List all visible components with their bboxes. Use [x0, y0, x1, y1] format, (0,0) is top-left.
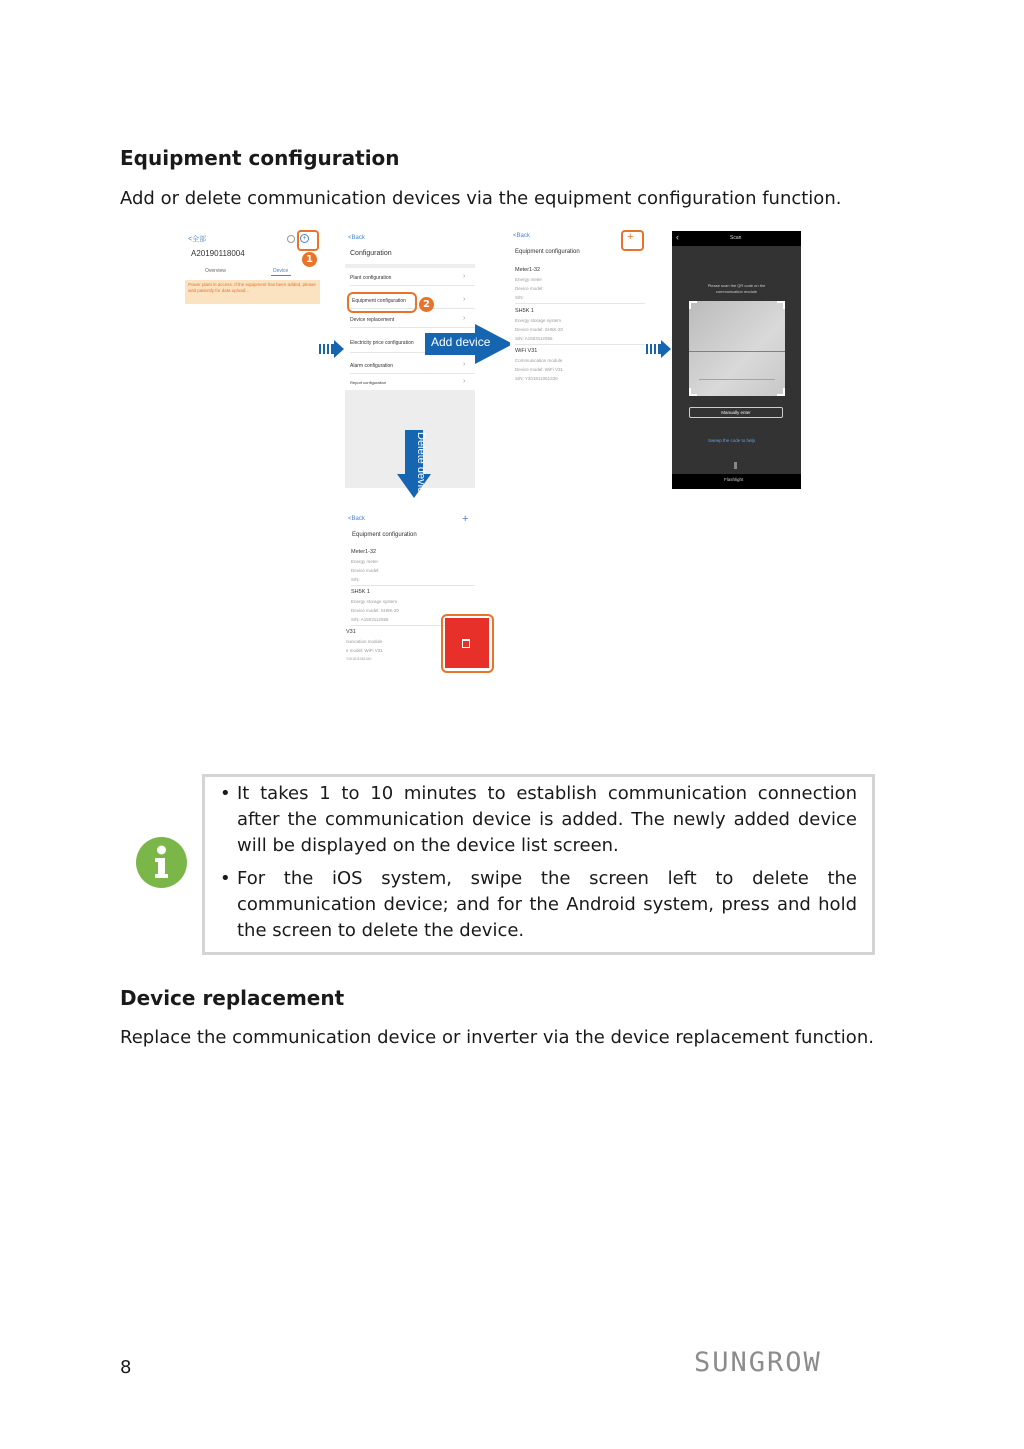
flow-arrow-left	[319, 340, 344, 358]
device-name[interactable]: WiFi V31	[515, 348, 538, 354]
menu-item-alarm-configuration[interactable]: Alarm configuration	[350, 363, 394, 369]
delete-device-label: Delete device	[415, 432, 427, 499]
device-name[interactable]: Meter1-32	[515, 267, 541, 273]
screen-title: Equipment configuration	[515, 249, 580, 255]
note-bullet-1	[220, 781, 857, 859]
screen-title: Configuration	[350, 250, 392, 257]
plus-icon[interactable]: +	[462, 513, 469, 525]
bullet-icon: •	[220, 783, 231, 804]
warning-banner: Power plant in access. If the equipment has been added, please wait patiently for data upload...	[185, 280, 320, 304]
screen-equipment-list: <Back + Equipment configuration Meter1-32 Energy meter Device model: S/N: SH5K 1 Energy storage system Device model: SH5K-20 S/N: A1503112556 WiFi V31 Communication module Device model: WiFi V31 S/N: Y201811061330	[510, 230, 645, 388]
menu-item-electricity-price[interactable]: Electricity price configuration	[350, 340, 414, 346]
screen-title: Equipment configuration	[352, 532, 417, 538]
back-link[interactable]: <Back	[513, 233, 530, 239]
step-marker-1: 1	[302, 252, 317, 267]
device-name[interactable]: SH5K 1	[351, 589, 370, 595]
back-chevron-icon[interactable]: ‹	[676, 232, 679, 242]
step-marker-2: 2	[419, 297, 434, 312]
section-description-equipment: Add or delete communication devices via the equipment configuration function.	[120, 188, 842, 209]
manually-enter-button[interactable]: Manually enter	[689, 407, 783, 418]
device-name[interactable]: Meter1-32	[351, 549, 377, 555]
menu-item-equipment-configuration[interactable]: Equipment configuration	[352, 298, 406, 304]
note-bullet-2	[220, 866, 857, 944]
sungrow-logo: SUNGROW	[694, 1347, 822, 1378]
tab-overview[interactable]: Overview	[205, 268, 226, 274]
back-link[interactable]: <Back	[348, 516, 365, 522]
search-icon[interactable]	[287, 235, 295, 243]
screen-configuration-menu: <Back Configuration Plant configuration › Equipment configuration › Device replacement › Electricity price configuration Alarm configuration › Report configuration ›	[345, 230, 475, 488]
menu-item-report-configuration[interactable]: Report configuration	[350, 380, 387, 385]
scan-instruction: Please scan the QR code on the communication module	[707, 283, 766, 294]
highlight-equipment-configuration	[347, 292, 417, 313]
highlight-delete-button	[441, 614, 494, 673]
flashlight-label[interactable]: Flashlight	[724, 477, 744, 482]
note-text: For the iOS system, swipe the screen left to delete the communication device; and for the Android system, press and hold the screen to delete the device.	[237, 868, 857, 941]
info-icon	[136, 837, 187, 888]
section-heading-device-replacement: Device replacement	[120, 986, 345, 1010]
device-name[interactable]: V31	[346, 629, 356, 635]
screen-title: Scan	[730, 235, 742, 241]
page-number: 8	[120, 1357, 132, 1378]
flashlight-icon[interactable]	[734, 462, 737, 469]
back-link[interactable]: <Back	[348, 235, 365, 241]
scan-viewfinder	[689, 301, 785, 396]
back-link[interactable]: <全部	[188, 236, 207, 243]
note-box	[202, 774, 875, 955]
screen-delete-device: <Back + Equipment configuration Meter1-32 Energy meter Device model: S/N: SH5K 1 Energy storage system Device model: SH5K-20 S/N: A1503112556 V31 nunication module e model: WiFi V31 Y201811061330	[345, 512, 475, 670]
device-name[interactable]: SH5K 1	[515, 308, 534, 314]
section-heading-equipment-configuration: Equipment configuration	[120, 146, 400, 170]
screen-qr-scanner	[672, 231, 801, 489]
add-device-label: Add device	[431, 335, 491, 349]
help-link[interactable]: Sweep the code to help	[708, 438, 756, 443]
scan-line-blue	[699, 379, 775, 380]
highlight-plus-icon	[621, 230, 644, 251]
menu-item-plant-configuration[interactable]: Plant configuration	[350, 275, 392, 281]
menu-item-device-replacement[interactable]: Device replacement	[350, 317, 395, 323]
flow-arrow-right	[646, 340, 671, 358]
bullet-icon: •	[220, 868, 231, 889]
section-description-replacement: Replace the communication device or inverter via the device replacement function.	[120, 1027, 874, 1048]
add-circle-icon[interactable]: +	[300, 234, 309, 243]
note-text: It takes 1 to 10 minutes to establish communication connection after the communication device is added. The newly added device will be displayed on the device list screen.	[237, 783, 857, 856]
plus-icon[interactable]: +	[627, 231, 634, 243]
scan-line-red	[689, 351, 785, 352]
plant-id: A20190118004	[191, 249, 245, 258]
highlight-add-icon	[297, 230, 319, 251]
tab-underline	[271, 275, 291, 276]
tab-device[interactable]: Device	[273, 268, 289, 274]
